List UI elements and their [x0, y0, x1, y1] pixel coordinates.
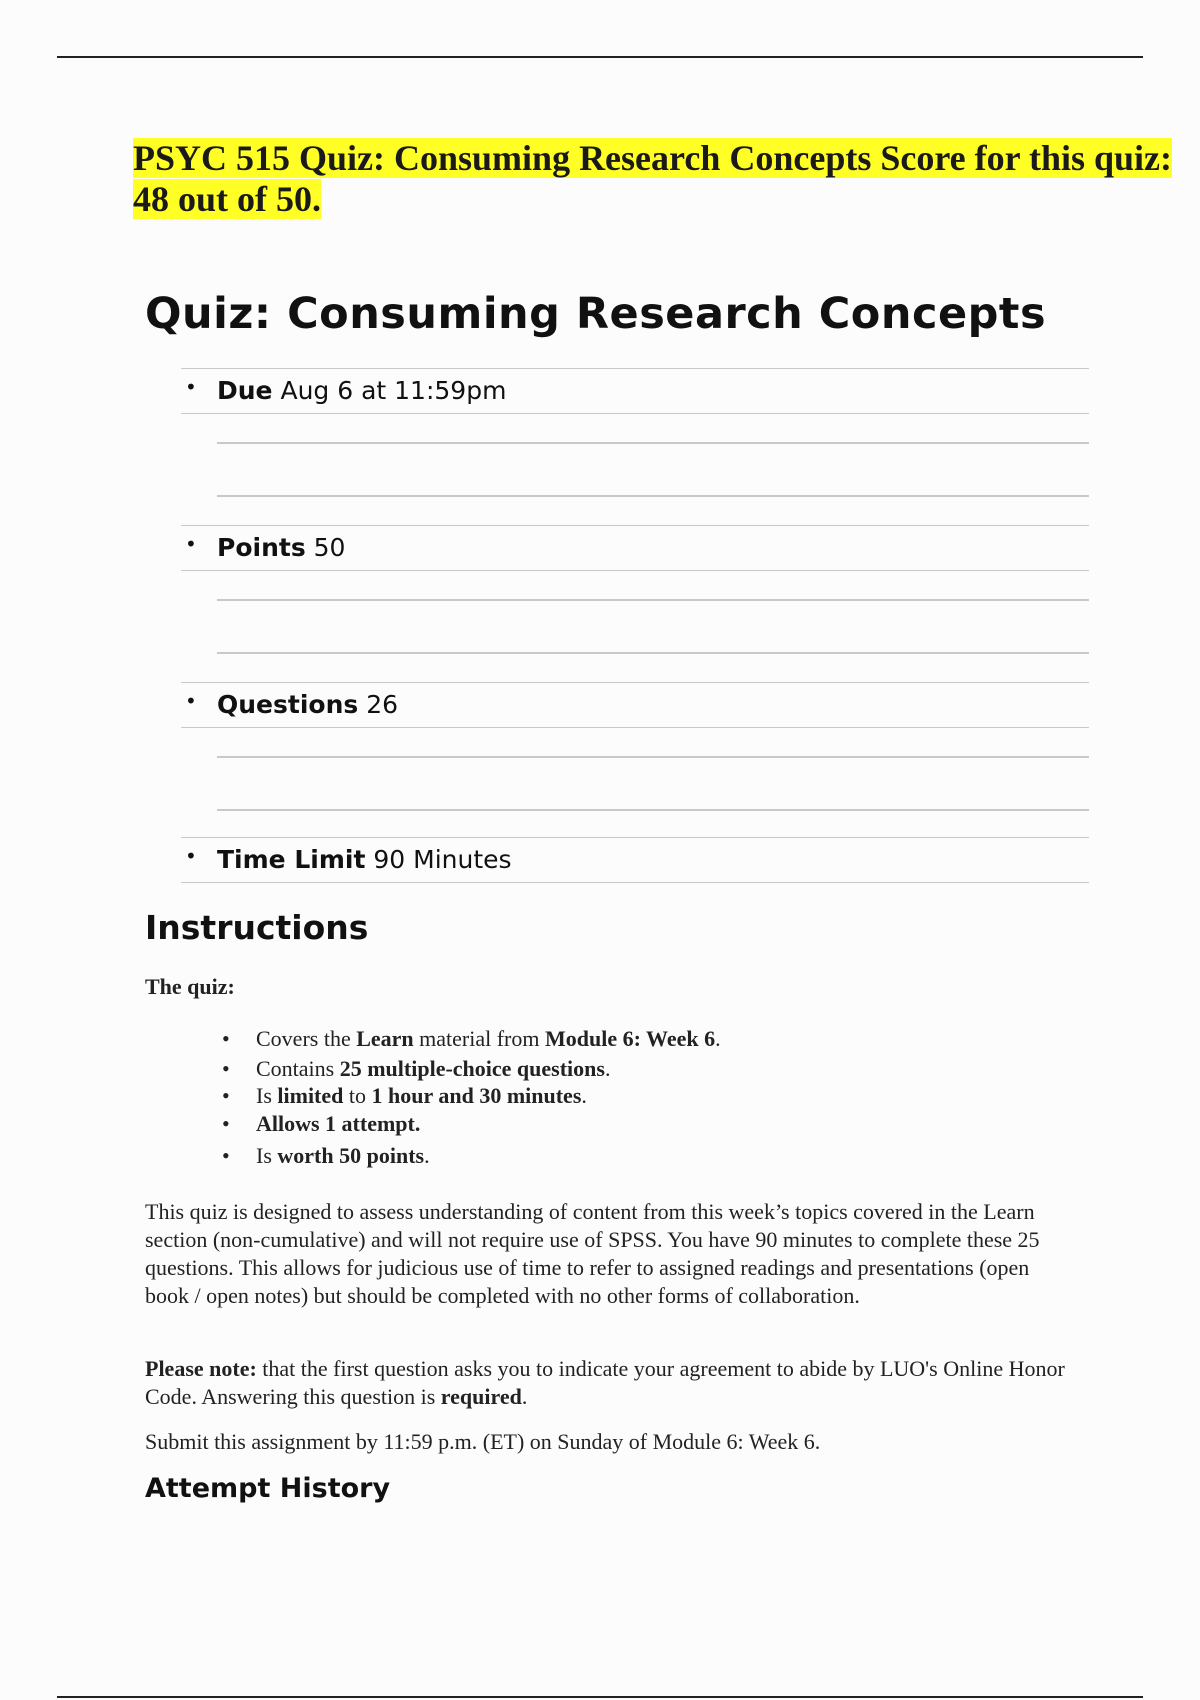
detail-value: 90 Minutes — [373, 845, 512, 874]
banner-line-2: 48 out of 50. — [133, 179, 321, 219]
quiz-title: Quiz: Consuming Research Concepts — [145, 289, 1047, 339]
bullet-icon: • — [222, 1083, 230, 1108]
required-emphasis: required — [440, 1384, 522, 1409]
bullet-icon: • — [185, 375, 197, 399]
bullet-icon: • — [222, 1111, 230, 1136]
banner-line-1: PSYC 515 Quiz: Consuming Research Concepts Score for this quiz: — [133, 138, 1173, 178]
bullet-icon: • — [222, 1143, 230, 1168]
divider — [217, 442, 1089, 444]
detail-points — [181, 525, 1089, 571]
bullet-icon: • — [222, 1056, 230, 1081]
note-label: Please note: — [145, 1356, 257, 1381]
detail-label: Time Limit — [217, 845, 366, 874]
divider — [217, 495, 1089, 497]
detail-label: Questions — [217, 690, 359, 719]
score-banner — [133, 138, 1200, 220]
detail-value: 50 — [313, 533, 346, 562]
detail-questions — [181, 682, 1089, 728]
divider — [217, 756, 1089, 758]
bottom-rule — [57, 1696, 1143, 1698]
instructions-heading: Instructions — [145, 908, 369, 947]
detail-due — [181, 368, 1089, 414]
detail-label: Points — [217, 533, 306, 562]
honor-code-note: Please note: that the first question asks you to indicate your agreement to abide by LUO's Online Honor Code. Answering this question is required. — [145, 1356, 1065, 1409]
detail-value: 26 — [366, 690, 399, 719]
submit-deadline: Submit this assignment by 11:59 p.m. (ET) on Sunday of Module 6: Week 6. — [145, 1429, 821, 1454]
detail-value: Aug 6 at 11:59pm — [280, 376, 507, 405]
divider — [217, 652, 1089, 654]
description-paragraph: This quiz is designed to assess understanding of content from this week’s topics covered in the Learn section (non-cumulative) and will not require use of SPSS. You have 90 minutes to complete these 25 questions. This allows for judicious use of time to refer to assigned readings and presentations (open book / open notes) but should be completed with no other forms of collaboration. — [145, 1199, 1040, 1308]
bullet-icon: • — [222, 1026, 230, 1051]
bullet-icon: • — [185, 532, 197, 556]
divider — [217, 599, 1089, 601]
bullet-icon: • — [185, 844, 197, 868]
instructions-intro: The quiz: — [145, 974, 235, 999]
bullet-icon: • — [185, 689, 197, 713]
attempt-history-heading: Attempt History — [145, 1473, 391, 1504]
top-rule — [57, 56, 1143, 58]
divider — [217, 809, 1089, 811]
detail-label: Due — [217, 376, 273, 405]
detail-time-limit — [181, 837, 1089, 883]
